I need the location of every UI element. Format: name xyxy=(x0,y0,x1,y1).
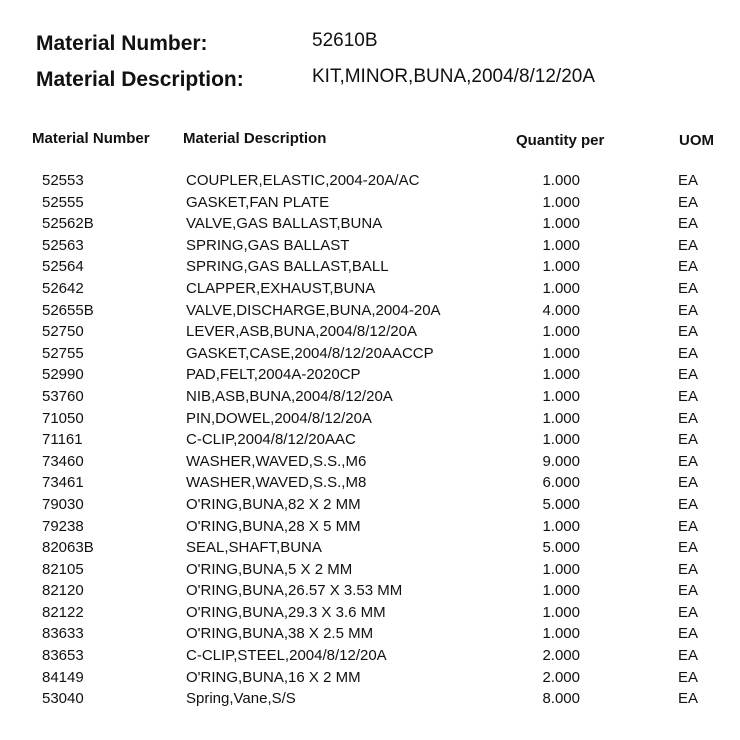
table-row xyxy=(0,386,740,408)
part-number: 82120 xyxy=(42,582,84,600)
part-quantity: 1.000 xyxy=(542,258,580,276)
part-uom: EA xyxy=(678,517,699,535)
part-description: WASHER,WAVED,S.S.,M6 xyxy=(186,452,367,470)
table-row xyxy=(0,429,740,451)
part-description: SEAL,SHAFT,BUNA xyxy=(186,539,322,557)
part-uom: EA xyxy=(678,215,699,233)
table-row xyxy=(0,170,740,192)
part-quantity: 9.000 xyxy=(542,452,580,470)
part-description: O'RING,BUNA,16 X 2 MM xyxy=(186,668,361,686)
part-number: 73461 xyxy=(42,474,84,492)
part-uom: EA xyxy=(678,258,699,276)
part-description: O'RING,BUNA,5 X 2 MM xyxy=(186,560,353,578)
part-uom: EA xyxy=(678,452,699,470)
part-uom: EA xyxy=(678,603,699,621)
part-uom: EA xyxy=(678,323,699,341)
part-description: PAD,FELT,2004A-2020CP xyxy=(186,366,361,384)
part-description: C-CLIP,2004/8/12/20AAC xyxy=(186,431,356,449)
part-description: GASKET,CASE,2004/8/12/20AACCP xyxy=(186,344,434,362)
part-quantity: 1.000 xyxy=(542,172,580,189)
part-uom: EA xyxy=(678,560,699,578)
part-description: C-CLIP,STEEL,2004/8/12/20A xyxy=(186,647,387,665)
table-row xyxy=(0,408,740,430)
table-row xyxy=(0,213,740,235)
part-quantity: 2.000 xyxy=(542,647,580,665)
table-row xyxy=(0,256,740,278)
part-uom: EA xyxy=(678,279,699,297)
part-quantity: 1.000 xyxy=(542,323,580,341)
part-number: 83633 xyxy=(42,625,84,643)
table-row xyxy=(0,623,740,645)
part-uom: EA xyxy=(678,495,699,513)
table-row xyxy=(0,580,740,602)
part-description: Spring,Vane,S/S xyxy=(186,690,296,708)
part-quantity: 1.000 xyxy=(542,431,580,449)
material-number-value: 52610B xyxy=(312,30,378,51)
table-row xyxy=(0,235,740,257)
part-uom: EA xyxy=(678,647,699,665)
part-quantity: 6.000 xyxy=(542,474,580,492)
part-quantity: 1.000 xyxy=(542,603,580,621)
part-number: 82122 xyxy=(42,603,84,621)
part-number: 52555 xyxy=(42,193,84,211)
part-description: PIN,DOWEL,2004/8/12/20A xyxy=(186,409,372,427)
part-uom: EA xyxy=(678,668,699,686)
part-uom: EA xyxy=(678,582,699,600)
part-number: 79030 xyxy=(42,495,84,513)
part-uom: EA xyxy=(678,366,699,384)
part-quantity: 1.000 xyxy=(542,279,580,297)
part-number: 53760 xyxy=(42,387,84,405)
part-number: 71161 xyxy=(42,431,83,449)
table-row xyxy=(0,192,740,214)
table-row xyxy=(0,537,740,559)
part-quantity: 1.000 xyxy=(542,193,580,211)
part-quantity: 1.000 xyxy=(542,625,580,643)
part-quantity: 5.000 xyxy=(542,539,580,557)
part-uom: EA xyxy=(678,409,699,427)
part-description: SPRING,GAS BALLAST,BALL xyxy=(186,258,389,276)
part-description: LEVER,ASB,BUNA,2004/8/12/20A xyxy=(186,323,417,341)
column-header-material-description: Material Description xyxy=(183,130,327,147)
parts-table-body xyxy=(0,170,740,710)
table-row xyxy=(0,602,740,624)
part-quantity: 1.000 xyxy=(542,582,580,600)
part-uom: EA xyxy=(678,539,699,557)
part-number: 83653 xyxy=(42,647,84,665)
part-number: 52563 xyxy=(42,236,84,254)
part-description: O'RING,BUNA,29.3 X 3.6 MM xyxy=(186,603,386,621)
part-description: O'RING,BUNA,38 X 2.5 MM xyxy=(186,625,374,643)
table-row xyxy=(0,667,740,689)
part-number: 79238 xyxy=(42,517,84,535)
material-description-value: KIT,MINOR,BUNA,2004/8/12/20A xyxy=(312,66,596,87)
part-uom: EA xyxy=(678,387,699,405)
part-number: 53040 xyxy=(42,690,84,708)
table-row xyxy=(0,645,740,667)
part-quantity: 1.000 xyxy=(542,215,580,233)
part-quantity: 1.000 xyxy=(542,366,580,384)
table-row xyxy=(0,472,740,494)
part-quantity: 1.000 xyxy=(542,560,580,578)
part-number: 52755 xyxy=(42,344,84,362)
part-quantity: 2.000 xyxy=(542,668,580,686)
part-uom: EA xyxy=(678,193,699,211)
table-row xyxy=(0,559,740,581)
part-uom: EA xyxy=(678,301,699,319)
part-quantity: 4.000 xyxy=(542,301,580,319)
part-description: GASKET,FAN PLATE xyxy=(186,193,330,211)
table-row xyxy=(0,278,740,300)
material-description-label: Material Description: xyxy=(36,68,244,91)
part-uom: EA xyxy=(678,172,699,189)
part-number: 52564 xyxy=(42,258,84,276)
part-number: 82063B xyxy=(42,539,94,557)
table-row xyxy=(0,364,740,386)
part-uom: EA xyxy=(678,625,699,643)
part-description: NIB,ASB,BUNA,2004/8/12/20A xyxy=(186,387,393,405)
part-uom: EA xyxy=(678,431,699,449)
column-header-material-number: Material Number xyxy=(32,130,150,147)
table-row xyxy=(0,516,740,538)
table-row xyxy=(0,494,740,516)
part-number: 52655B xyxy=(42,301,94,319)
material-number-label: Material Number: xyxy=(36,32,208,55)
part-number: 52990 xyxy=(42,366,84,384)
part-quantity: 5.000 xyxy=(542,495,580,513)
part-number: 73460 xyxy=(42,452,84,470)
part-quantity: 1.000 xyxy=(542,409,580,427)
part-description: VALVE,DISCHARGE,BUNA,2004-20A xyxy=(186,301,441,319)
table-row xyxy=(0,321,740,343)
part-quantity: 1.000 xyxy=(542,344,580,362)
part-description: O'RING,BUNA,26.57 X 3.53 MM xyxy=(186,582,403,600)
part-description: O'RING,BUNA,28 X 5 MM xyxy=(186,517,361,535)
part-description: O'RING,BUNA,82 X 2 MM xyxy=(186,495,361,513)
part-uom: EA xyxy=(678,236,699,254)
table-row xyxy=(0,451,740,473)
part-number: 52562B xyxy=(42,215,94,233)
part-number: 71050 xyxy=(42,409,84,427)
part-description: WASHER,WAVED,S.S.,M8 xyxy=(186,474,367,492)
column-header-uom: UOM xyxy=(679,132,714,149)
part-uom: EA xyxy=(678,344,699,362)
part-number: 52750 xyxy=(42,323,84,341)
column-header-quantity: Quantity per xyxy=(516,132,605,149)
part-quantity: 1.000 xyxy=(542,387,580,405)
part-number: 52553 xyxy=(42,172,84,189)
part-description: SPRING,GAS BALLAST xyxy=(186,236,350,254)
part-quantity: 1.000 xyxy=(542,236,580,254)
part-number: 52642 xyxy=(42,279,84,297)
part-number: 84149 xyxy=(42,668,84,686)
table-row xyxy=(0,300,740,322)
part-description: VALVE,GAS BALLAST,BUNA xyxy=(186,215,383,233)
part-number: 82105 xyxy=(42,560,84,578)
part-description: CLAPPER,EXHAUST,BUNA xyxy=(186,279,376,297)
part-quantity: 1.000 xyxy=(542,517,580,535)
part-description: COUPLER,ELASTIC,2004-20A/AC xyxy=(186,172,420,189)
table-row xyxy=(0,688,740,710)
part-uom: EA xyxy=(678,474,699,492)
part-quantity: 8.000 xyxy=(542,690,580,708)
part-uom: EA xyxy=(678,690,699,708)
table-row xyxy=(0,343,740,365)
